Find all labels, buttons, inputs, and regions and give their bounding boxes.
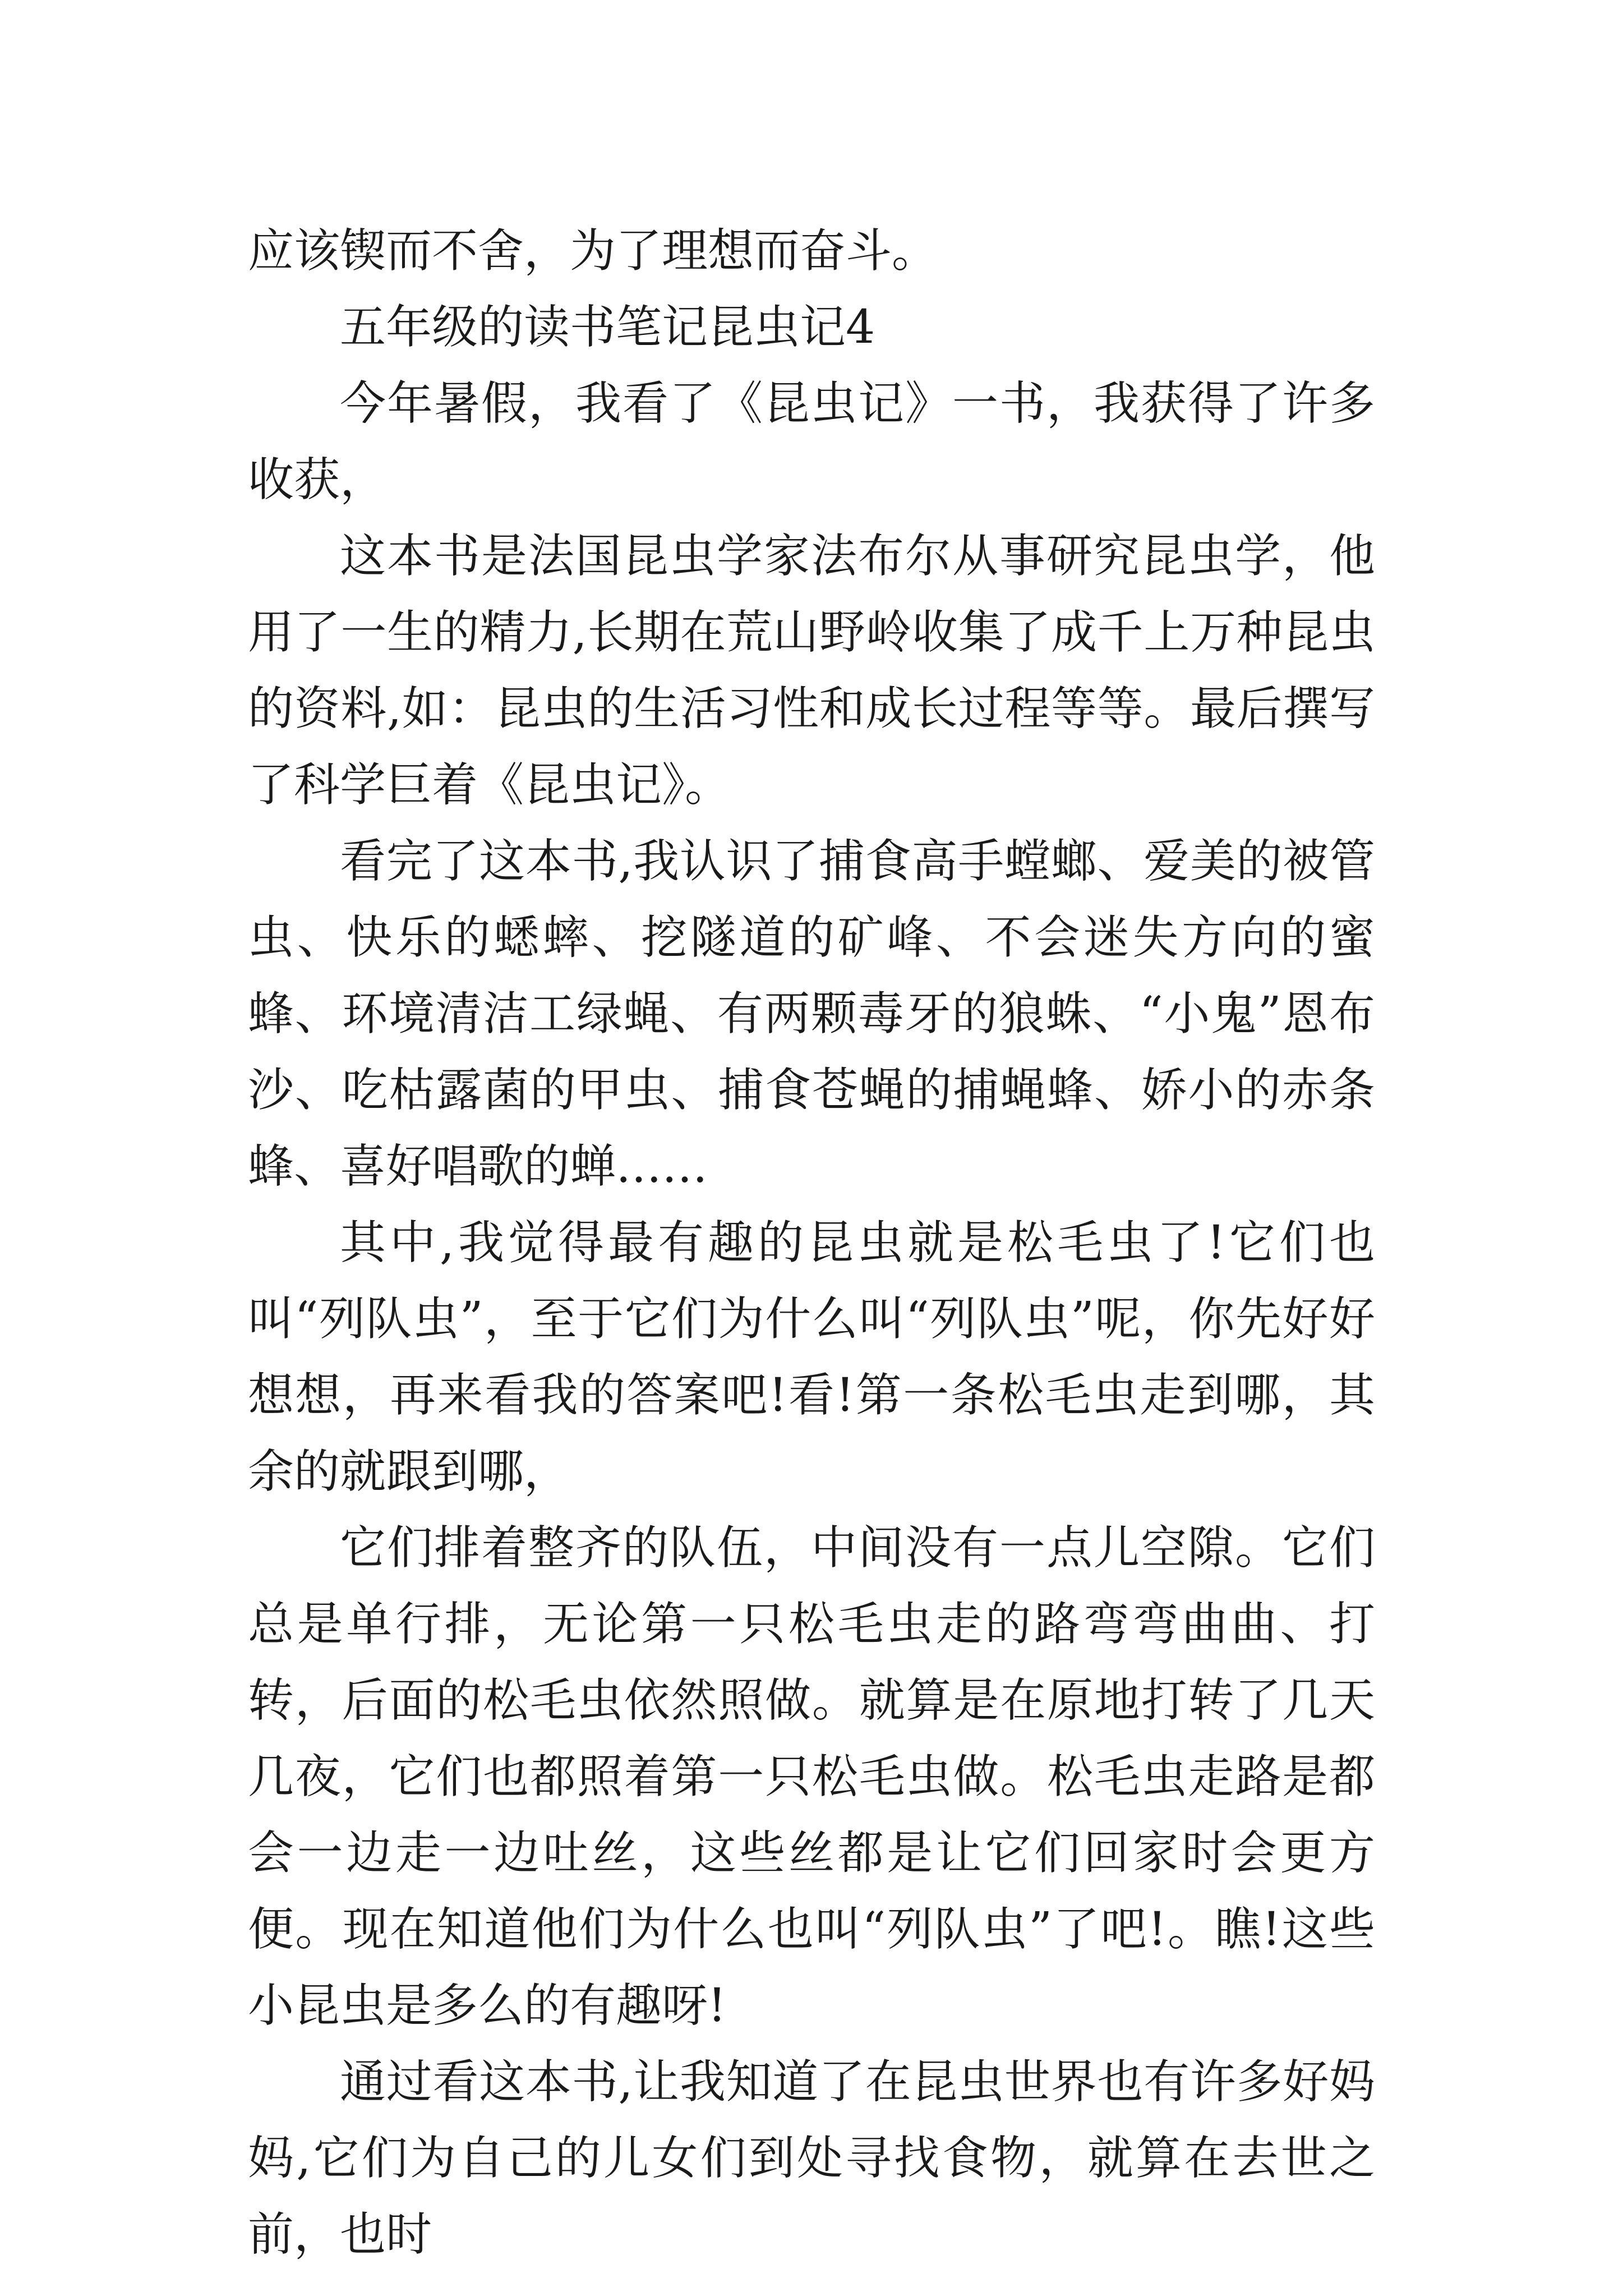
paragraph: 其中,我觉得最有趣的昆虫就是松毛虫了!它们也叫“列队虫”，至于它们为什么叫“列队虫”呢，你先好好想想，再来看我的答案吧!看!第一条松毛虫走到哪，其余的就跟到哪， <box>248 1216 1375 1498</box>
section-heading: 五年级的读书笔记昆虫记4 <box>340 301 875 354</box>
document-body <box>248 213 1375 2273</box>
paragraph: 通过看这本书,让我知道了在昆虫世界也有许多好妈妈,它们为自己的儿女们到处寻找食物，就算在去世之前，也时 <box>248 2055 1375 2261</box>
paragraph: 看完了这本书,我认识了捕食高手螳螂、爱美的被管虫、快乐的蟋蟀、挖隧道的矿峰、不会迷失方向的蜜蜂、环境清洁工绿蝇、有两颗毒牙的狼蛛、“小鬼”恩布沙、吃枯露菌的甲虫、捕食苍蝇的捕蝇蜂、娇小的赤条蜂、喜好唱歌的蝉…… <box>248 835 1375 1193</box>
paragraph-continuation: 应该锲而不舍，为了理想而奋斗。 <box>248 224 938 278</box>
paragraph: 今年暑假，我看了《昆虫记》一书，我获得了许多收获， <box>248 377 1375 507</box>
paragraph: 它们排着整齐的队伍，中间没有一点儿空隙。它们总是单行排，无论第一只松毛虫走的路弯弯曲曲、打转，后面的松毛虫依然照做。就算是在原地打转了几天几夜，它们也都照着第一只松毛虫做。松毛虫走路是都会一边走一边吐丝，这些丝都是让它们回家时会更方便。现在知道他们为什么也叫“列队虫”了吧!。瞧!这些小昆虫是多么的有趣呀! <box>248 1521 1375 2032</box>
paragraph: 这本书是法国昆虫学家法布尔从事研究昆虫学，他用了一生的精力,长期在荒山野岭收集了成千上万种昆虫的资料,如：昆虫的生活习性和成长过程等等。最后撰写了科学巨着《昆虫记》。 <box>248 530 1375 812</box>
